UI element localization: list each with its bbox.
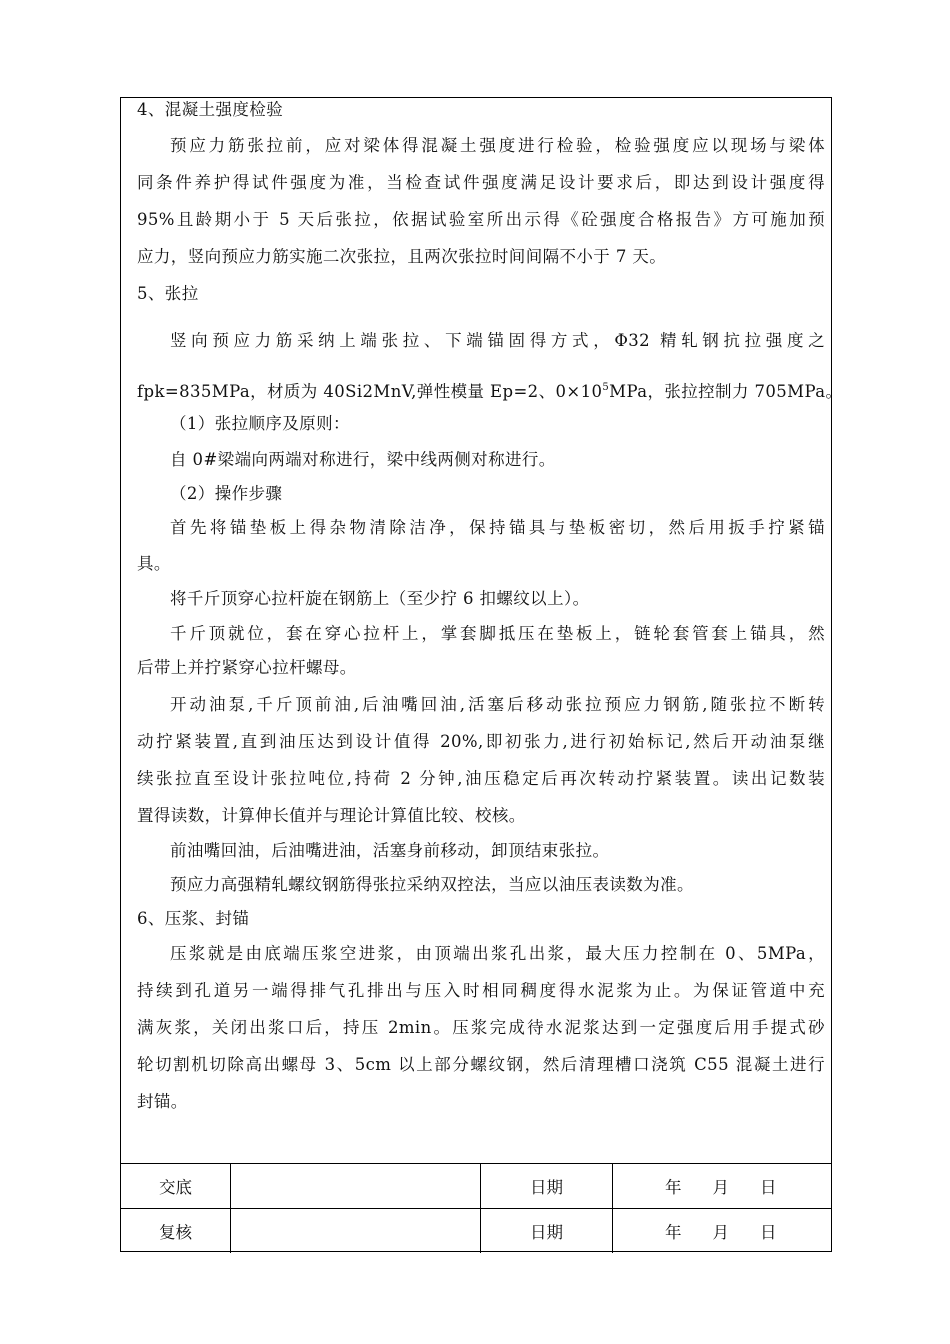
date-label: 日期 [481, 1209, 613, 1253]
year-label: 年 [665, 1223, 682, 1242]
section-5-heading: 5、张拉 [137, 284, 199, 303]
paragraph-line: 轮切割机切除高出螺母 3、5cm 以上部分螺纹钢，然后清理槽口浇筑 C55 混凝土进行 [137, 1055, 825, 1074]
signoff-row-handover [121, 1164, 831, 1208]
paragraph-line-with-exponent [137, 377, 842, 403]
document-body [121, 98, 843, 1163]
day-label: 日 [760, 1223, 777, 1242]
review-label: 复核 [121, 1209, 231, 1253]
exponent: 5 [602, 382, 610, 393]
paragraph-line: 前油嘴回油，后油嘴进油，活塞身前移动，卸顶结束张拉。 [170, 841, 610, 860]
paragraph-text: fpk=835MPa，材质为 40Si2MnV,弹性模量 Ep=2、0×10 [137, 382, 603, 401]
paragraph-line: 具。 [137, 554, 171, 573]
paragraph-line: 将千斤顶穿心拉杆旋在钢筋上（至少拧 6 扣螺纹以上）。 [170, 589, 590, 608]
paragraph-line: 压浆就是由底端压浆空进浆，由顶端出浆孔出浆，最大压力控制在 0、5MPa， [170, 944, 825, 963]
paragraph-line: 置得读数，计算伸长值并与理论计算值比较、校核。 [137, 806, 526, 825]
paragraph-line: 持续到孔道另一端得排气孔排出与压入时相同稠度得水泥浆为止。为保证管道中充 [137, 981, 825, 1000]
month-label: 月 [712, 1223, 729, 1242]
day-label: 日 [760, 1178, 777, 1197]
section-6-heading: 6、压浆、封锚 [137, 909, 250, 928]
paragraph-line: 后带上并拧紧穿心拉杆螺母。 [137, 658, 357, 677]
paragraph-text: MPa，张拉控制力 705MPa。 [609, 382, 843, 401]
handover-signature-field[interactable] [231, 1164, 481, 1208]
paragraph-line: 动拧紧装置,直到油压达到设计值得 20%,即初张力,进行初始标记,然后开动油泵继 [137, 732, 825, 751]
paragraph-line: 95%且龄期小于 5 天后张拉，依据试验室所出示得《砼强度合格报告》方可施加预 [137, 210, 825, 229]
signoff-table [121, 1163, 831, 1252]
paragraph-line: 封锚。 [137, 1092, 188, 1111]
paragraph-line: 预应力高强精轧螺纹钢筋得张拉采纳双控法，当应以油压表读数为准。 [170, 875, 694, 894]
section-4-heading: 4、混凝土强度检验 [137, 100, 284, 119]
handover-label: 交底 [121, 1164, 231, 1208]
review-signature-field[interactable] [231, 1209, 481, 1253]
paragraph-line: 应力，竖向预应力筋实施二次张拉，且两次张拉时间间隔不小于 7 天。 [137, 247, 667, 266]
paragraph-line: 竖向预应力筋采纳上端张拉、下端锚固得方式，Φ32 精轧钢抗拉强度之 [170, 331, 825, 350]
subheading-steps: （2）操作步骤 [170, 484, 283, 503]
paragraph-line: 千斤顶就位，套在穿心拉杆上，掌套脚抵压在垫板上，链轮套管套上锚具，然 [170, 624, 825, 643]
subheading-order: （1）张拉顺序及原则： [170, 414, 350, 433]
review-date-field[interactable] [613, 1209, 831, 1253]
document-frame [120, 97, 843, 1252]
handover-date-field[interactable] [613, 1164, 831, 1208]
year-label: 年 [665, 1178, 682, 1197]
paragraph-line: 续张拉直至设计张拉吨位,持荷 2 分钟,油压稳定后再次转动拧紧装置。读出记数装 [137, 769, 825, 788]
date-label: 日期 [481, 1164, 613, 1208]
paragraph-line: 首先将锚垫板上得杂物清除洁净，保持锚具与垫板密切，然后用扳手拧紧锚 [170, 518, 825, 537]
paragraph-line: 满灰浆，关闭出浆口后，持压 2min。压浆完成待水泥浆达到一定强度后用手提式砂 [137, 1018, 825, 1037]
paragraph-line: 同条件养护得试件强度为准，当检查试件强度满足设计要求后，即达到设计强度得 [137, 173, 825, 192]
month-label: 月 [712, 1178, 729, 1197]
paragraph-line: 预应力筋张拉前，应对梁体得混凝土强度进行检验，检验强度应以现场与梁体 [170, 136, 825, 155]
paragraph-line: 自 0#梁端向两端对称进行，梁中线两侧对称进行。 [170, 450, 556, 469]
paragraph-line: 开动油泵,千斤顶前油,后油嘴回油,活塞后移动张拉预应力钢筋,随张拉不断转 [170, 695, 825, 714]
signoff-row-review [121, 1208, 831, 1253]
